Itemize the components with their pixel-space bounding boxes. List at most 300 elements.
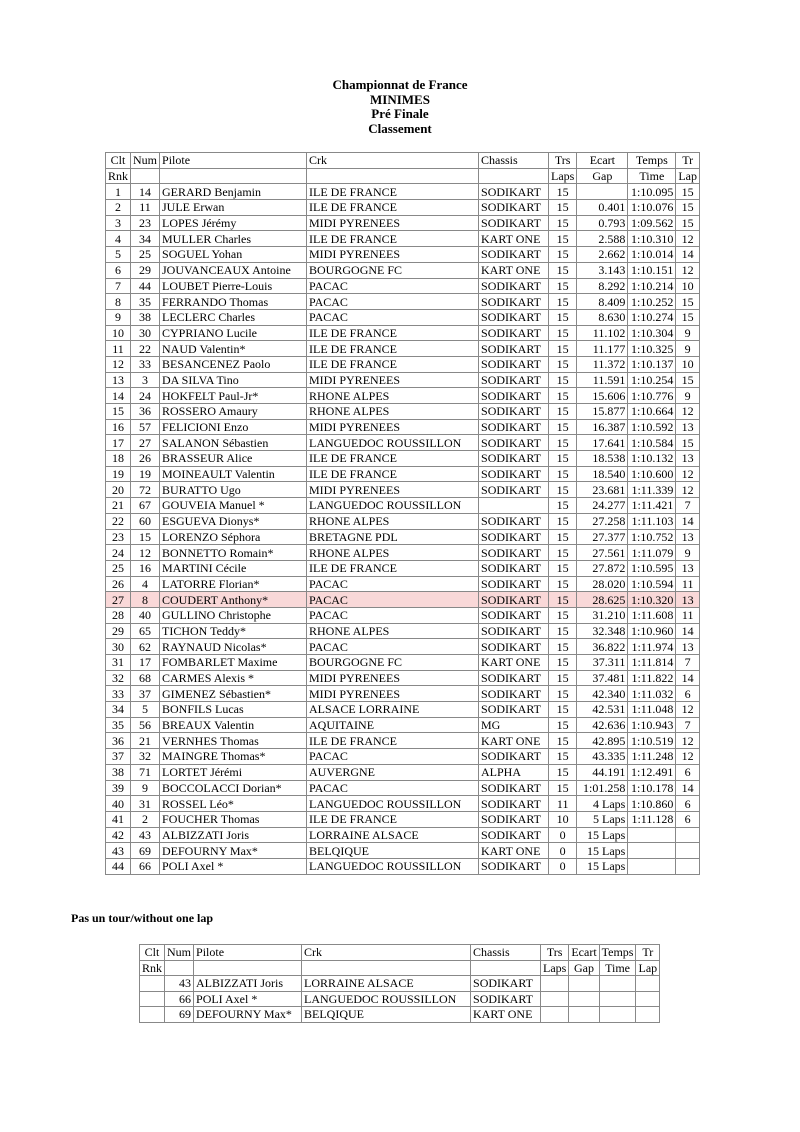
best-lap-cell: 14 [676,623,700,639]
col-crk: Crk [307,153,479,169]
rank-cell: 23 [106,529,131,545]
table-row [106,247,700,263]
number-cell: 27 [131,435,160,451]
gap-cell: 17.641 [577,435,628,451]
number-cell: 33 [131,356,160,372]
best-lap-cell: 7 [676,498,700,514]
number-cell: 43 [165,976,194,992]
laps-cell: 15 [549,482,577,498]
number-cell: 67 [131,498,160,514]
time-cell: 1:10.014 [628,247,676,263]
club-cell: MIDI PYRENEES [307,419,479,435]
number-cell: 19 [131,466,160,482]
time-cell: 1:10.594 [628,576,676,592]
gap-cell: 2.662 [577,247,628,263]
rank-cell: 35 [106,717,131,733]
time-cell: 1:11.421 [628,498,676,514]
time-cell: 1:10.519 [628,733,676,749]
driver-cell: POLI Axel * [194,991,302,1007]
time-cell [599,1007,636,1023]
best-lap-cell: 10 [676,356,700,372]
table-row [106,623,700,639]
club-cell: AUVERGNE [307,764,479,780]
time-cell: 1:10.132 [628,451,676,467]
club-cell: BELQIQUE [307,843,479,859]
time-cell [628,827,676,843]
number-cell: 25 [131,247,160,263]
chassis-cell: SODIKART [479,749,549,765]
col-time: Time [599,960,636,976]
best-lap-cell [636,976,660,992]
number-cell: 66 [131,858,160,874]
driver-cell: VERNHES Thomas [160,733,307,749]
time-cell: 1:10.254 [628,372,676,388]
chassis-cell: SODIKART [479,639,549,655]
rank-cell: 1 [106,184,131,200]
gap-cell: 1:01.258 [577,780,628,796]
rank-cell: 24 [106,545,131,561]
laps-cell: 15 [549,466,577,482]
driver-cell: LATORRE Florian* [160,576,307,592]
chassis-cell: SODIKART [479,686,549,702]
number-cell: 29 [131,262,160,278]
club-cell: BOURGOGNE FC [307,262,479,278]
rank-cell: 5 [106,247,131,263]
club-cell: PACAC [307,294,479,310]
laps-cell: 15 [549,451,577,467]
club-cell: ILE DE FRANCE [307,733,479,749]
driver-cell: BONNETTO Romain* [160,545,307,561]
time-cell: 1:12.491 [628,764,676,780]
gap-cell: 28.625 [577,592,628,608]
table-row [106,717,700,733]
club-cell: ILE DE FRANCE [307,466,479,482]
chassis-cell: SODIKART [479,341,549,357]
col-num: Num [165,945,194,961]
chassis-cell: SODIKART [479,200,549,216]
driver-cell: RAYNAUD Nicolas* [160,639,307,655]
number-cell: 57 [131,419,160,435]
laps-cell: 15 [549,356,577,372]
laps-cell: 15 [549,749,577,765]
number-cell: 15 [131,529,160,545]
laps-cell: 15 [549,247,577,263]
rank-cell: 25 [106,560,131,576]
rank-cell: 36 [106,733,131,749]
rank-cell: 10 [106,325,131,341]
gap-cell: 18.540 [577,466,628,482]
table-row [106,764,700,780]
rank-cell: 43 [106,843,131,859]
number-cell: 71 [131,764,160,780]
best-lap-cell: 9 [676,388,700,404]
club-cell: PACAC [307,749,479,765]
time-cell: 1:10.595 [628,560,676,576]
number-cell: 69 [131,843,160,859]
rank-cell: 16 [106,419,131,435]
gap-cell: 11.372 [577,356,628,372]
time-cell: 1:11.814 [628,655,676,671]
gap-cell: 11.177 [577,341,628,357]
laps-cell: 15 [549,529,577,545]
chassis-cell: SODIKART [479,466,549,482]
number-cell: 69 [165,1007,194,1023]
number-cell: 68 [131,670,160,686]
time-cell: 1:10.960 [628,623,676,639]
rank-cell: 44 [106,858,131,874]
best-lap-cell: 13 [676,451,700,467]
table-row [106,466,700,482]
driver-cell: LOPES Jérémy [160,215,307,231]
laps-cell: 15 [549,325,577,341]
best-lap-cell: 14 [676,780,700,796]
laps-cell: 15 [549,639,577,655]
time-cell: 1:10.600 [628,466,676,482]
chassis-cell: SODIKART [479,560,549,576]
rank-cell [140,991,165,1007]
number-cell: 17 [131,655,160,671]
time-cell: 1:10.076 [628,200,676,216]
col-clt: Clt [106,153,131,169]
time-cell: 1:10.137 [628,356,676,372]
time-cell: 1:10.214 [628,278,676,294]
best-lap-cell: 12 [676,702,700,718]
chassis-cell: SODIKART [479,294,549,310]
club-cell: LANGUEDOC ROUSSILLON [302,991,471,1007]
driver-cell: CYPRIANO Lucile [160,325,307,341]
chassis-cell: SODIKART [479,796,549,812]
rank-cell: 3 [106,215,131,231]
best-lap-cell: 15 [676,294,700,310]
driver-cell: TICHON Teddy* [160,623,307,639]
gap-cell: 0.793 [577,215,628,231]
club-cell: RHONE ALPES [307,623,479,639]
gap-cell: 36.822 [577,639,628,655]
best-lap-cell: 9 [676,341,700,357]
driver-cell: LOUBET Pierre-Louis [160,278,307,294]
rank-cell: 37 [106,749,131,765]
best-lap-cell: 9 [676,325,700,341]
gap-cell: 31.210 [577,607,628,623]
laps-cell: 0 [549,827,577,843]
table-row [106,686,700,702]
col-rnk: Rnk [106,168,131,184]
subheader-row [140,960,660,976]
time-cell: 1:10.151 [628,262,676,278]
driver-cell: CARMES Alexis * [160,670,307,686]
time-cell: 1:10.178 [628,780,676,796]
col-pilote: Pilote [194,945,302,961]
number-cell: 44 [131,278,160,294]
chassis-cell: SODIKART [479,513,549,529]
table-row [140,1007,660,1023]
gap-cell: 2.588 [577,231,628,247]
driver-cell: POLI Axel * [160,858,307,874]
rank-cell: 34 [106,702,131,718]
time-cell: 1:11.339 [628,482,676,498]
laps-cell: 15 [549,623,577,639]
laps-cell: 15 [549,278,577,294]
club-cell: MIDI PYRENEES [307,372,479,388]
gap-cell: 15.606 [577,388,628,404]
table-row [106,341,700,357]
chassis-cell: SODIKART [479,451,549,467]
table-row [106,404,700,420]
chassis-cell: KART ONE [479,655,549,671]
rank-cell: 19 [106,466,131,482]
driver-cell: FOUCHER Thomas [160,811,307,827]
time-cell: 1:10.310 [628,231,676,247]
best-lap-cell: 7 [676,717,700,733]
table-row [140,991,660,1007]
gap-cell: 42.636 [577,717,628,733]
col-tr: Tr [636,945,660,961]
best-lap-cell [636,1007,660,1023]
chassis-cell: SODIKART [471,976,541,992]
chassis-cell: KART ONE [479,733,549,749]
number-cell: 26 [131,451,160,467]
time-cell: 1:10.592 [628,419,676,435]
number-cell: 32 [131,749,160,765]
number-cell: 24 [131,388,160,404]
chassis-cell: SODIKART [479,419,549,435]
driver-cell: SALANON Sébastien [160,435,307,451]
time-cell: 1:10.274 [628,309,676,325]
col-ecart: Ecart [569,945,599,961]
col-trs: Trs [549,153,577,169]
rank-cell: 33 [106,686,131,702]
col-gap: Gap [577,168,628,184]
gap-cell: 18.538 [577,451,628,467]
rank-cell: 6 [106,262,131,278]
number-cell: 65 [131,623,160,639]
table-row [106,702,700,718]
table-row [106,278,700,294]
laps-cell: 15 [549,404,577,420]
rank-cell: 21 [106,498,131,514]
table-row [106,780,700,796]
gap-cell: 8.630 [577,309,628,325]
table-row [106,796,700,812]
rank-cell: 26 [106,576,131,592]
gap-cell [577,184,628,200]
rank-cell: 14 [106,388,131,404]
driver-cell: GIMENEZ Sébastien* [160,686,307,702]
number-cell: 31 [131,796,160,812]
number-cell: 5 [131,702,160,718]
laps-cell: 15 [549,576,577,592]
best-lap-cell: 14 [676,670,700,686]
driver-cell: SOGUEL Yohan [160,247,307,263]
number-cell: 72 [131,482,160,498]
time-cell [599,991,636,1007]
table-row [106,419,700,435]
table-row [106,184,700,200]
col-lap: Lap [676,168,700,184]
chassis-cell: SODIKART [479,811,549,827]
driver-cell: DEFOURNY Max* [160,843,307,859]
table-row [140,976,660,992]
time-cell: 1:11.248 [628,749,676,765]
driver-cell: ESGUEVA Dionys* [160,513,307,529]
chassis-cell: SODIKART [479,702,549,718]
driver-cell: FERRANDO Thomas [160,294,307,310]
number-cell: 36 [131,404,160,420]
number-cell: 60 [131,513,160,529]
chassis-cell: SODIKART [471,991,541,1007]
chassis-cell: SODIKART [479,858,549,874]
number-cell: 62 [131,639,160,655]
table-row [106,811,700,827]
laps-cell: 15 [549,498,577,514]
laps-cell [541,976,569,992]
col-gap: Gap [569,960,599,976]
club-cell: MIDI PYRENEES [307,482,479,498]
chassis-cell: SODIKART [479,576,549,592]
number-cell: 14 [131,184,160,200]
header-row [106,153,700,169]
gap-cell: 43.335 [577,749,628,765]
chassis-cell: SODIKART [479,607,549,623]
best-lap-cell [676,827,700,843]
chassis-cell: ALPHA [479,764,549,780]
laps-cell: 15 [549,560,577,576]
club-cell: BELQIQUE [302,1007,471,1023]
driver-cell: BONFILS Lucas [160,702,307,718]
time-cell: 1:09.562 [628,215,676,231]
driver-cell: LORENZO Séphora [160,529,307,545]
laps-cell: 15 [549,372,577,388]
time-cell: 1:10.304 [628,325,676,341]
best-lap-cell: 7 [676,655,700,671]
time-cell: 1:10.095 [628,184,676,200]
time-cell [628,858,676,874]
rank-cell: 9 [106,309,131,325]
laps-cell: 15 [549,655,577,671]
driver-cell: GOUVEIA Manuel * [160,498,307,514]
number-cell: 21 [131,733,160,749]
chassis-cell: SODIKART [479,184,549,200]
table-row [106,843,700,859]
col-time: Time [628,168,676,184]
col-rnk: Rnk [140,960,165,976]
time-cell: 1:11.822 [628,670,676,686]
session-title: Pré Finale [371,106,429,121]
driver-cell: ROSSEL Léo* [160,796,307,812]
results-table [105,152,700,875]
club-cell: ILE DE FRANCE [307,184,479,200]
time-cell: 1:11.032 [628,686,676,702]
driver-cell: FOMBARLET Maxime [160,655,307,671]
gap-cell: 0.401 [577,200,628,216]
time-cell: 1:10.943 [628,717,676,733]
gap-cell: 15 Laps [577,827,628,843]
laps-cell: 15 [549,592,577,608]
rank-cell: 15 [106,404,131,420]
driver-cell: NAUD Valentin* [160,341,307,357]
rank-cell: 27 [106,592,131,608]
club-cell: PACAC [307,576,479,592]
driver-cell: GERARD Benjamin [160,184,307,200]
laps-cell: 15 [549,388,577,404]
number-cell: 43 [131,827,160,843]
gap-cell: 8.292 [577,278,628,294]
driver-cell: ALBIZZATI Joris [194,976,302,992]
best-lap-cell: 13 [676,592,700,608]
driver-cell: GULLINO Christophe [160,607,307,623]
best-lap-cell: 12 [676,749,700,765]
club-cell: LANGUEDOC ROUSSILLON [307,796,479,812]
laps-cell [541,1007,569,1023]
gap-cell: 27.561 [577,545,628,561]
rank-cell: 17 [106,435,131,451]
club-cell: ILE DE FRANCE [307,200,479,216]
best-lap-cell: 6 [676,811,700,827]
time-cell: 1:11.608 [628,607,676,623]
driver-cell: LECLERC Charles [160,309,307,325]
gap-cell: 5 Laps [577,811,628,827]
laps-cell: 15 [549,733,577,749]
col-chassis: Chassis [479,153,549,169]
table-row [106,545,700,561]
club-cell: PACAC [307,309,479,325]
table-row [106,498,700,514]
club-cell: BRETAGNE PDL [307,529,479,545]
club-cell: ILE DE FRANCE [307,560,479,576]
gap-cell [569,991,599,1007]
best-lap-cell: 6 [676,796,700,812]
chassis-cell: SODIKART [479,309,549,325]
laps-cell: 15 [549,717,577,733]
chassis-cell: SODIKART [479,623,549,639]
club-cell: RHONE ALPES [307,404,479,420]
number-cell: 66 [165,991,194,1007]
laps-cell: 15 [549,780,577,796]
table-row [106,482,700,498]
driver-cell: BRASSEUR Alice [160,451,307,467]
best-lap-cell: 15 [676,309,700,325]
laps-cell: 15 [549,702,577,718]
col-ecart: Ecart [577,153,628,169]
table-row [106,670,700,686]
driver-cell: JOUVANCEAUX Antoine [160,262,307,278]
laps-cell: 15 [549,341,577,357]
club-cell: LANGUEDOC ROUSSILLON [307,858,479,874]
time-cell: 1:10.752 [628,529,676,545]
driver-cell: JULE Erwan [160,200,307,216]
best-lap-cell: 13 [676,639,700,655]
best-lap-cell: 9 [676,545,700,561]
table-row [106,513,700,529]
rank-cell: 18 [106,451,131,467]
laps-cell: 15 [549,419,577,435]
club-cell: LORRAINE ALSACE [302,976,471,992]
club-cell: MIDI PYRENEES [307,670,479,686]
chassis-cell: SODIKART [479,388,549,404]
best-lap-cell: 14 [676,513,700,529]
club-cell: RHONE ALPES [307,545,479,561]
gap-cell: 37.311 [577,655,628,671]
gap-cell: 4 Laps [577,796,628,812]
chassis-cell: KART ONE [479,843,549,859]
chassis-cell: SODIKART [479,545,549,561]
best-lap-cell: 15 [676,372,700,388]
club-cell: PACAC [307,278,479,294]
gap-cell: 15.877 [577,404,628,420]
laps-cell: 15 [549,764,577,780]
rank-cell: 30 [106,639,131,655]
rank-cell: 4 [106,231,131,247]
